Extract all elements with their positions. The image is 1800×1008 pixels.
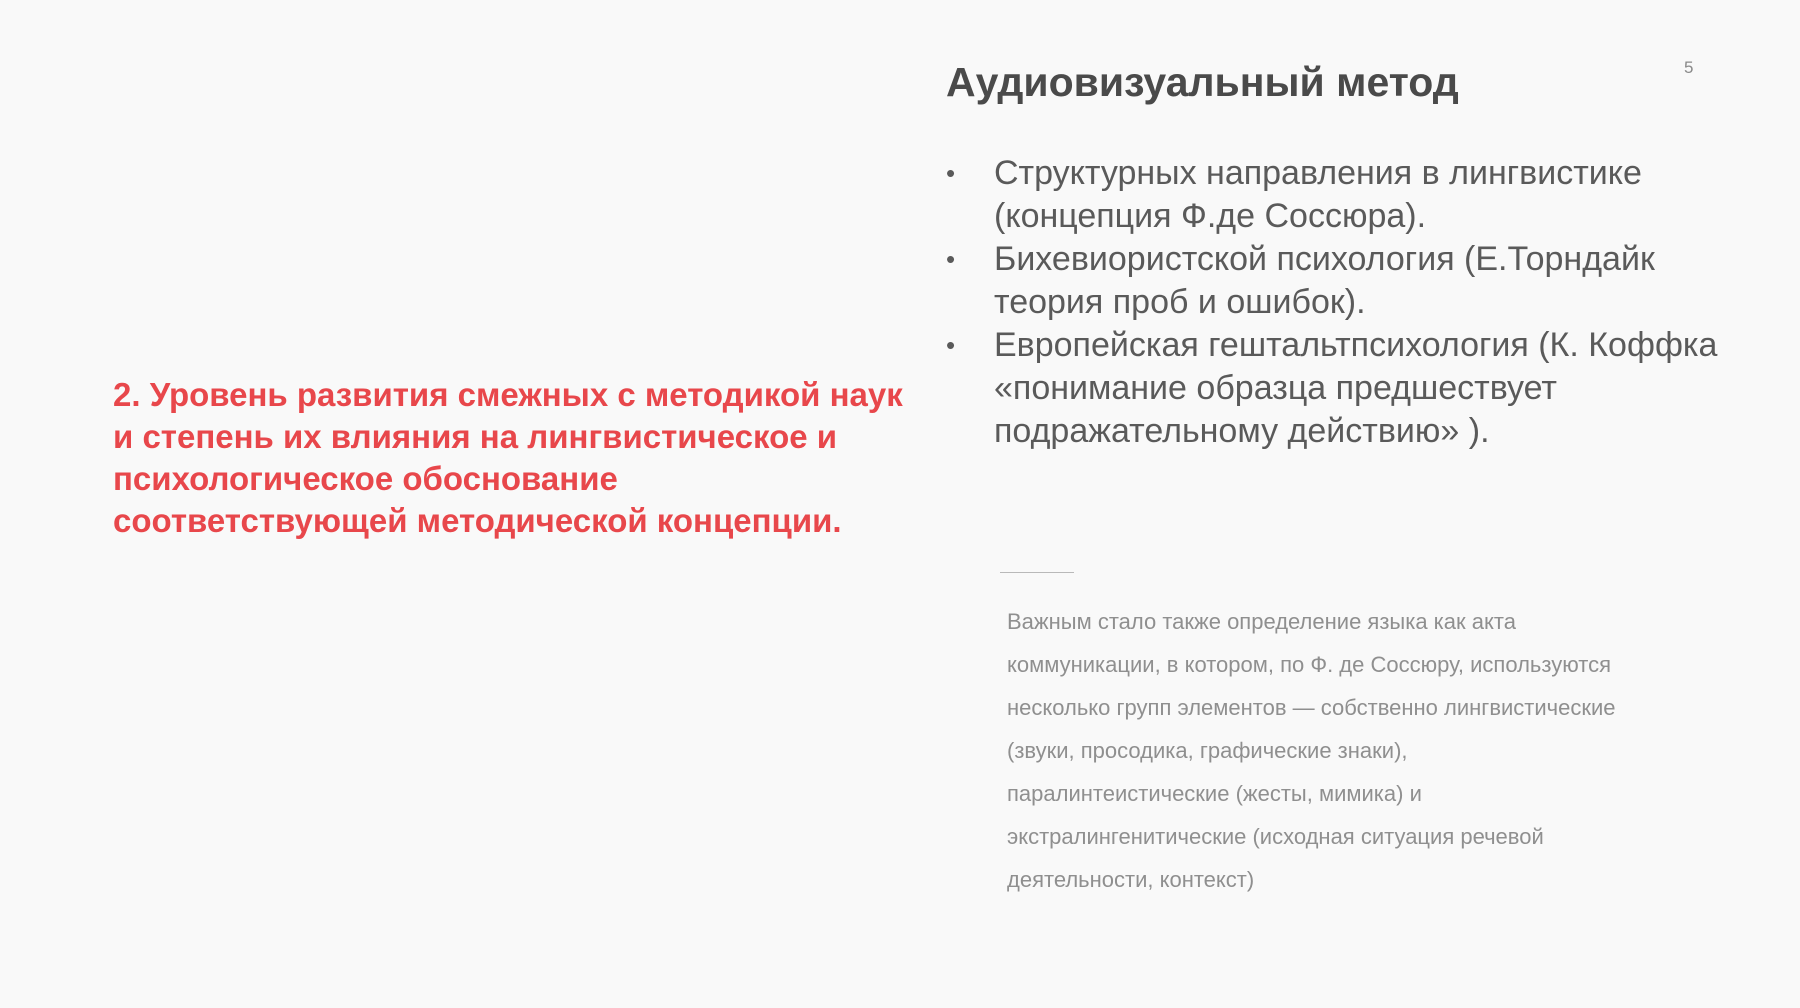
note-paragraph: Важным стало также определение языка как акта коммуникации, в котором, по Ф. де Соссюру, используются несколько групп элементов — собственно лингвистические (звуки, просодика, графические знаки), паралинтеистические (жесты, мимика) и экстралингенитические (исходная ситуация речевой деятельности, контекст): [1007, 609, 1616, 892]
bullet-item: [946, 152, 1726, 238]
bullet-text: Европейская гештальтпсихология (К. Коффка «понимание образца предшествует подражательному действию» ).: [994, 326, 1718, 450]
bullet-icon: •: [946, 158, 956, 188]
divider: [1000, 572, 1074, 573]
bullet-icon: •: [946, 244, 956, 274]
bullet-list: [946, 152, 1726, 453]
slide-title: Аудиовизуальный метод: [946, 59, 1459, 105]
bullet-item: [946, 238, 1726, 324]
page-number: 5: [1684, 58, 1694, 77]
bullet-text: Структурных направления в лингвистике (концепция Ф.де Соссюра).: [994, 154, 1642, 235]
bullet-text: Бихевиористской психология (Е.Торндайк теория проб и ошибок).: [994, 240, 1655, 321]
bullet-item: [946, 324, 1726, 453]
bullet-icon: •: [946, 330, 956, 360]
section-heading: 2. Уровень развития смежных с методикой наук и степень их влияния на лингвистическое и психологическое обоснование соответствующей методической концепции.: [113, 376, 903, 539]
